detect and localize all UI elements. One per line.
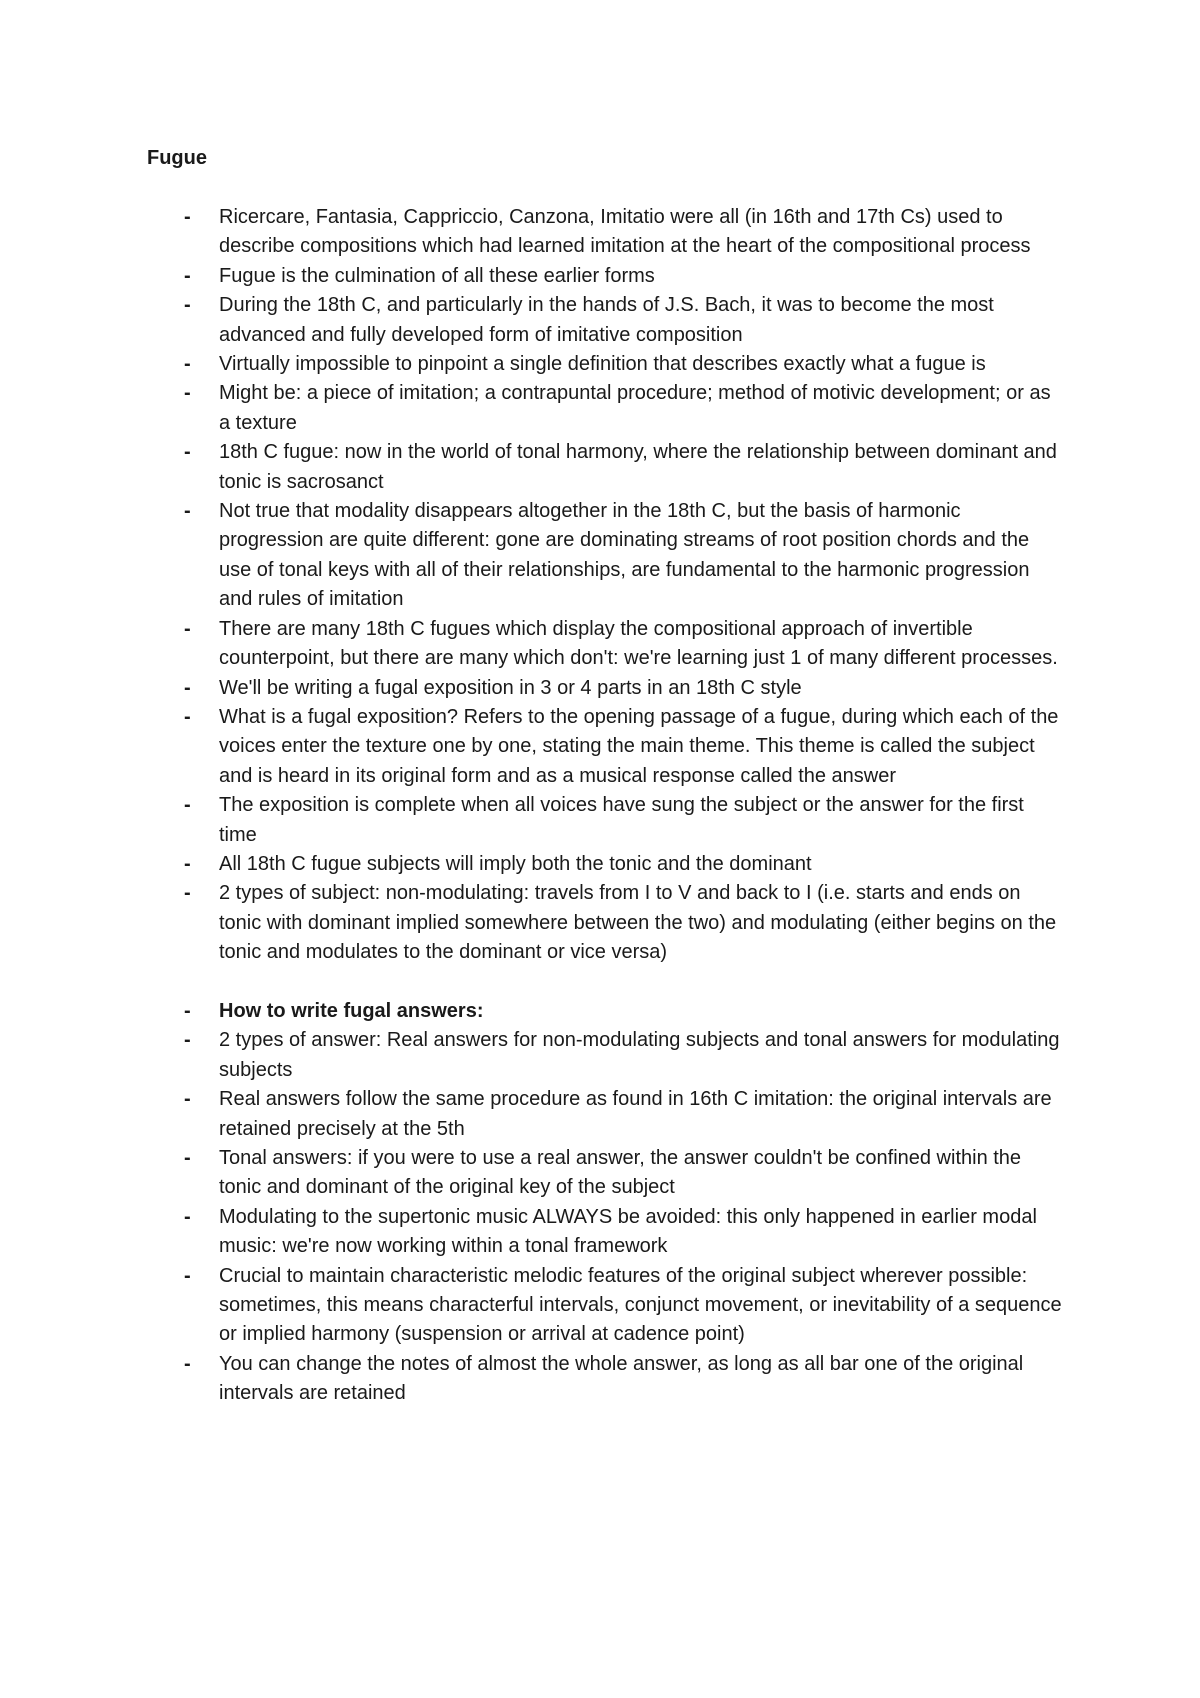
list-item [184, 674, 1064, 703]
bullet-dash: - [184, 1029, 191, 1052]
section-heading: How to write fugal answers: [219, 999, 484, 1022]
list-item [184, 1262, 1064, 1350]
document-title: Fugue [147, 147, 207, 169]
bullet-dash: - [184, 294, 191, 317]
bullet-dash: - [184, 676, 191, 699]
bullet-dash: - [184, 999, 191, 1022]
bullet-dash: - [184, 1146, 191, 1169]
list-item-text: Modulating to the supertonic music ALWAYS be avoided: this only happened in earlier modal music: we're now working within a tonal framework [219, 1205, 1037, 1258]
list-item-text: All 18th C fugue subjects will imply both the tonic and the dominant [219, 852, 812, 875]
list-item-text: Real answers follow the same procedure as found in 16th C imitation: the original intervals are retained precisely at the 5th [219, 1088, 1052, 1140]
bullet-dash: - [184, 1205, 191, 1228]
list-item-text: You can change the notes of almost the whole answer, as long as all bar one of the original intervals are retained [219, 1352, 1024, 1405]
list-item [184, 438, 1064, 497]
list-item [184, 615, 1064, 674]
bullet-dash: - [184, 1264, 191, 1287]
list-item-text: We'll be writing a fugal exposition in 3 or 4 parts in an 18th C style [219, 676, 802, 699]
list-item-text: Ricercare, Fantasia, Cappriccio, Canzona, Imitatio were all (in 16th and 17th Cs) used to describe compositions which had learned imitation at the heart of the compositional process [219, 206, 1031, 258]
list-item-text: Virtually impossible to pinpoint a single definition that describes exactly what a fugue is [219, 353, 986, 376]
bullet-dash: - [184, 206, 191, 228]
list-item-text: Might be: a piece of imitation; a contrapuntal procedure; method of motivic development; or as a texture [219, 382, 1051, 434]
list-item [184, 262, 1064, 291]
bullet-dash: - [184, 500, 191, 523]
list-item-text: What is a fugal exposition? Refers to the opening passage of a fugue, during which each of the voices enter the texture one by one, stating the main theme. This theme is called the subject and is heard in its original form and as a musical response called the answer [219, 705, 1059, 787]
list-item-text: During the 18th C, and particularly in the hands of J.S. Bach, it was to become the most advanced and fully developed form of imitative composition [219, 294, 994, 346]
list-item [184, 791, 1064, 850]
list-item [184, 1203, 1064, 1262]
list-item-text: 18th C fugue: now in the world of tonal harmony, where the relationship between dominant and tonic is sacrosanct [219, 441, 1057, 493]
list-item-text: Not true that modality disappears altogether in the 18th C, but the basis of harmonic progression are quite different: gone are dominating streams of root position chords and the use of tonal keys with all of their relationships, are fundamental to the harmonic progression and rules of imitation [219, 500, 1030, 611]
list-item [184, 1350, 1064, 1409]
list-item [184, 379, 1064, 438]
list-item [184, 350, 1064, 379]
section-heading-item [184, 997, 1064, 1026]
bullet-dash: - [184, 617, 191, 640]
list-item [184, 497, 1064, 615]
list-item [184, 1026, 1064, 1085]
bullet-dash: - [184, 852, 191, 875]
list-item-text: Tonal answers: if you were to use a real answer, the answer couldn't be confined within the tonic and dominant of the original key of the subject [219, 1146, 1022, 1199]
bullet-dash: - [184, 441, 191, 464]
list-item [184, 203, 1064, 262]
list-item [184, 703, 1064, 791]
bullet-dash: - [184, 1088, 191, 1111]
list-item [184, 1085, 1064, 1144]
list-item [184, 291, 1064, 350]
bullet-dash: - [184, 264, 191, 287]
list-item-text: Crucial to maintain characteristic melodic features of the original subject wherever possible: sometimes, this means characterful intervals, conjunct movement, or inevitability of a sequence or implied harmony (suspension or arrival at cadence point) [219, 1264, 1062, 1346]
list-item [184, 850, 1064, 879]
list-item-text: 2 types of answer: Real answers for non-modulating subjects and tonal answers for modulating subjects [219, 1029, 1060, 1081]
list-item-text: There are many 18th C fugues which display the compositional approach of invertible counterpoint, but there are many which don't: we're learning just 1 of many different processes. [219, 617, 1058, 670]
bullet-dash: - [184, 794, 191, 817]
notes-list [184, 203, 1064, 1409]
list-item [184, 879, 1064, 967]
list-item-text: Fugue is the culmination of all these earlier forms [219, 264, 655, 287]
bullet-dash: - [184, 705, 191, 728]
list-item-text: The exposition is complete when all voices have sung the subject or the answer for the first time [219, 794, 1024, 846]
section-spacer [184, 968, 1064, 997]
bullet-dash: - [184, 382, 191, 405]
bullet-dash: - [184, 353, 191, 376]
list-item-text: 2 types of subject: non-modulating: travels from I to V and back to I (i.e. starts and ends on tonic with dominant implied somewhere between the two) and modulating (either begins on the tonic and modulates to the dominant or vice versa) [219, 882, 1057, 964]
bullet-dash: - [184, 1352, 191, 1375]
list-item [184, 1144, 1064, 1203]
bullet-dash: - [184, 882, 191, 905]
